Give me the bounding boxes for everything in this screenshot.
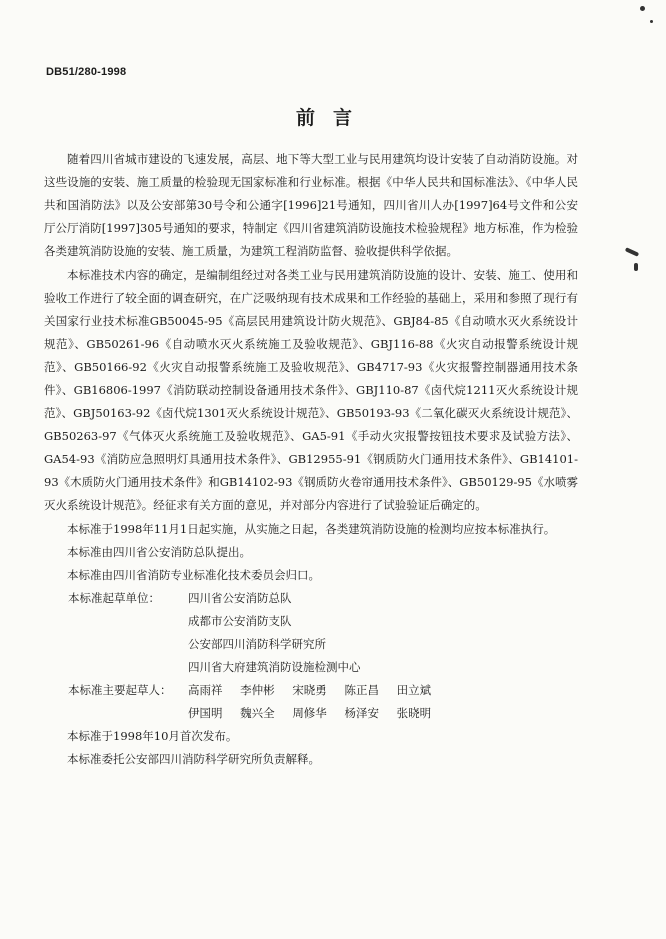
scan-speck [625,247,639,257]
drafting-unit-row [44,610,578,633]
drafters-row [44,702,578,725]
paragraph-interpretation: 本标准委托公安部四川消防科学研究所负责解释。 [67,752,320,766]
drafters-row [44,679,578,702]
drafting-unit-row [44,656,578,679]
drafting-unit-row [44,633,578,656]
drafter-name: 伊国明 [188,706,223,720]
drafter-name: 杨泽安 [344,706,379,720]
scan-speck [650,20,653,23]
document-code: DB51/280-1998 [46,66,127,78]
drafting-units-label: 本标准起草单位： [68,591,160,605]
page-title: 前言 [295,107,370,129]
preface-body [44,148,578,771]
paragraph-effective-date: 本标准于1998年11月1日起实施，从实施之日起，各类建筑消防设施的检测均应按本标准执行。 [67,522,556,536]
drafting-unit: 四川省公安消防总队 [188,591,292,605]
drafter-name: 李仲彬 [240,683,275,697]
paragraph-proposer: 本标准由四川省公安消防总队提出。 [67,545,251,559]
drafter-name: 高雨祥 [188,683,223,697]
scan-speck [640,6,645,11]
scan-speck [634,263,638,271]
paragraph-first-release: 本标准于1998年10月首次发布。 [67,729,238,743]
drafters [44,679,578,725]
drafters-label: 本标准主要起草人： [68,683,172,697]
drafting-unit: 公安部四川消防科学研究所 [188,637,326,651]
drafting-units [44,587,578,679]
drafting-unit: 成都市公安消防支队 [188,614,292,628]
drafter-name: 张晓明 [396,706,432,720]
drafting-unit-row [44,587,578,610]
paragraph-scope: 本标准技术内容的确定，是编制组经过对各类工业与民用建筑消防设施的设计、安装、施工、使用和验收工作进行了较全面的调查研究，在广泛吸纳现有技术成果和工作经验的基础上，采用和参照了现行有关国家行业技术标准GB50045-95《高层民用建筑设计防火规范》、GBJ84-85《自动喷水灭火系统设计规范》、GB50261-96《自动喷水灭火系统施工及验收规范》、GBJ116-88《火灾自动报警系统设计规范》、GB50166-92《火灾自动报警系统施工及验收规范》、GB4717-93《火灾报警控制器通用技术条件》、GB16806-1997《消防联动控制设备通用技术条件》、GBJ110-87《卤代烷1211灭火系统设计规范》、GBJ50163-92《卤代烷1301灭火系统设计规范》、GB50193-93《二氧化碳灭火系统设计规范》、GB50263-97《气体灭火系统施工及验收规范》、GA5-91《手动火灾报警按钮技术要求及试验方法》、GA54-93《消防应急照明灯具通用技术条件》、GB12955-91《钢质防火门通用技术条件》、GB14101-93《木质防火门通用技术条件》和GB14102-93《钢质防火卷帘通用技术条件》、GB50129-95《水喷雾灭火系统设计规范》。经征求有关方面的意见，并对部分内容进行了试验验证后确定的。 [44,268,578,512]
drafter-name: 陈正昌 [344,683,379,697]
drafting-unit: 四川省大府建筑消防设施检测中心 [188,660,361,674]
paragraph-management: 本标准由四川省消防专业标准化技术委员会归口。 [67,568,320,582]
drafter-name: 周修华 [292,706,327,720]
drafter-name: 田立斌 [396,683,432,697]
paragraph-intro: 随着四川省城市建设的飞速发展，高层、地下等大型工业与民用建筑均设计安装了自动消防设施。对这些设施的安装、施工质量的检验现无国家标准和行业标准。根据《中华人民共和国标准法》、《中华人民共和国消防法》以及公安部第30号令和公通字[1996]21号通知，四川省川人办[1997]64号文件和公安厅公厅消防[1997]305号通知的要求，特制定《四川省建筑消防设施技术检验规程》地方标准，作为检验各类建筑消防设施的安装、施工质量，为建筑工程消防监督、验收提供科学依据。 [44,152,578,258]
drafter-name: 宋晓勇 [292,683,327,697]
drafter-name: 魏兴全 [240,706,275,720]
